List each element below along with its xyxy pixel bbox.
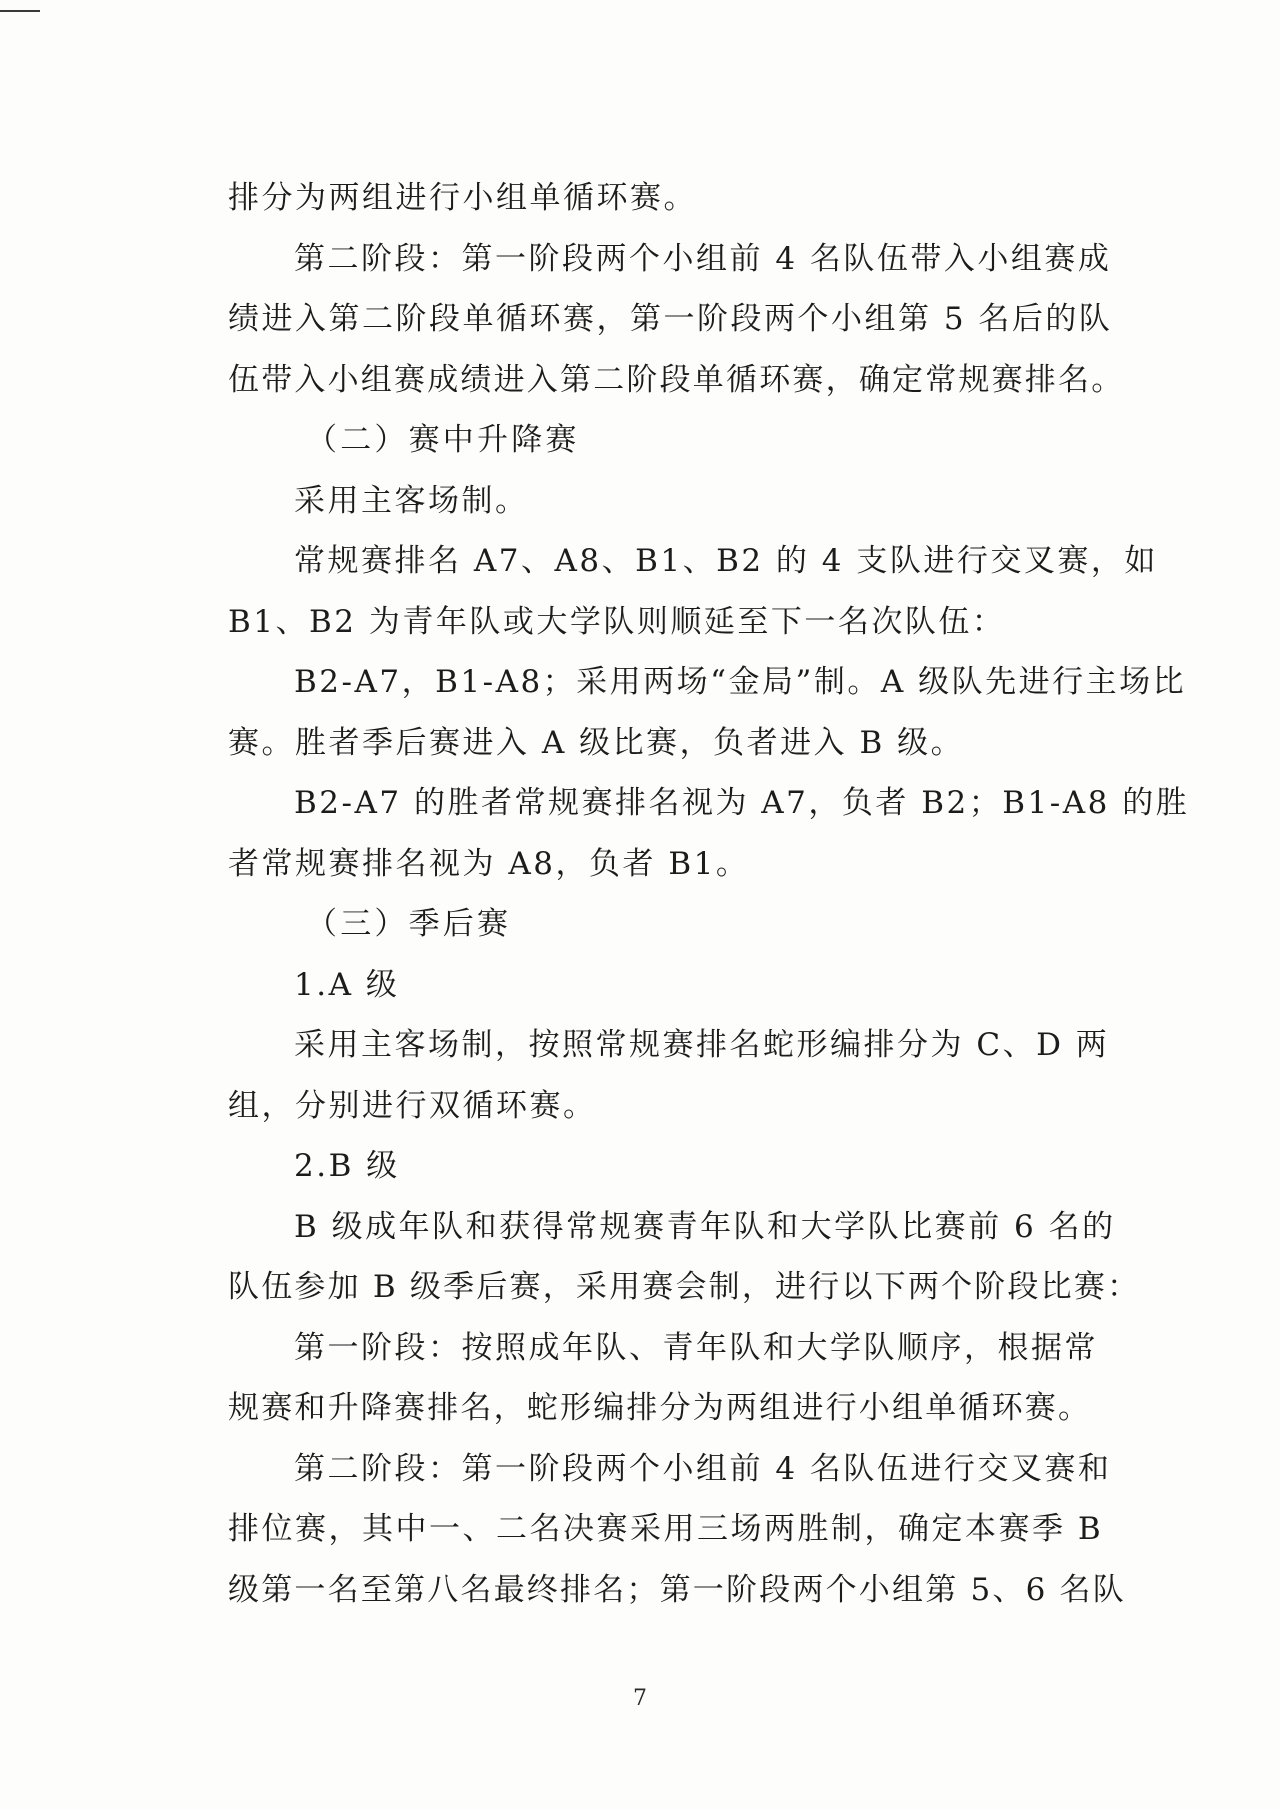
- text-line: 级第一名至第八名最终排名；第一阶段两个小组第 5、6 名队: [228, 1571, 1126, 1608]
- text-line: 绩进入第二阶段单循环赛，第一阶段两个小组第 5 名后的队: [228, 301, 1113, 337]
- text-line: 赛。胜者季后赛进入 A 级比赛，负者进入 B 级。: [228, 724, 965, 761]
- text-line: 者常规赛排名视为 A8，负者 B1。: [228, 845, 750, 882]
- text-line: 采用主客场制，按照常规赛排名蛇形编排分为 C、D 两: [294, 1027, 1110, 1063]
- text-line: B2-A7 的胜者常规赛排名视为 A7，负者 B2；B1-A8 的胜: [294, 785, 1190, 821]
- text-line: 第一阶段：按照成年队、青年队和大学队顺序，根据常: [294, 1329, 1098, 1366]
- paragraph-stage-two: 第二阶段：第一阶段两个小组前 4 名队伍带入小组赛成: [294, 240, 1112, 277]
- section-heading-playoffs: （三）季后赛: [306, 906, 512, 942]
- text-line: 规赛和升降赛排名，蛇形编排分为两组进行小组单循环赛。: [228, 1390, 1092, 1426]
- document-body: [228, 168, 1190, 1620]
- text-line: B1、B2 为青年队或大学队则顺延至下一名次队伍：: [228, 603, 1006, 640]
- section-heading-promotion: （二）赛中升降赛: [306, 422, 580, 458]
- scan-edge-mark: [0, 10, 40, 12]
- text-line: 常规赛排名 A7、A8、B1、B2 的 4 支队进行交叉赛，如: [294, 543, 1158, 579]
- text-line: B2-A7，B1-A8；采用两场“金局”制。A 级队先进行主场比: [294, 664, 1187, 700]
- text-line: 排分为两组进行小组单循环赛。: [228, 180, 697, 216]
- text-line: 队伍参加 B 级季后赛，采用赛会制，进行以下两个阶段比赛：: [228, 1269, 1141, 1305]
- text-line: 组，分别进行双循环赛。: [228, 1087, 597, 1124]
- text-line: 伍带入小组赛成绩进入第二阶段单循环赛，确定常规赛排名。: [228, 361, 1125, 398]
- text-line: B 级成年队和获得常规赛青年队和大学队比赛前 6 名的: [294, 1208, 1116, 1245]
- subsection-heading-b-level: 2.B 级: [294, 1148, 400, 1184]
- text-line: 采用主客场制。: [294, 482, 529, 519]
- text-line: 第二阶段：第一阶段两个小组前 4 名队伍进行交叉赛和: [294, 1450, 1112, 1487]
- subsection-heading-a-level: 1.A 级: [294, 966, 400, 1003]
- text-line: 排位赛，其中一、二名决赛采用三场两胜制，确定本赛季 B: [228, 1511, 1104, 1547]
- page-number: 7: [633, 1686, 647, 1711]
